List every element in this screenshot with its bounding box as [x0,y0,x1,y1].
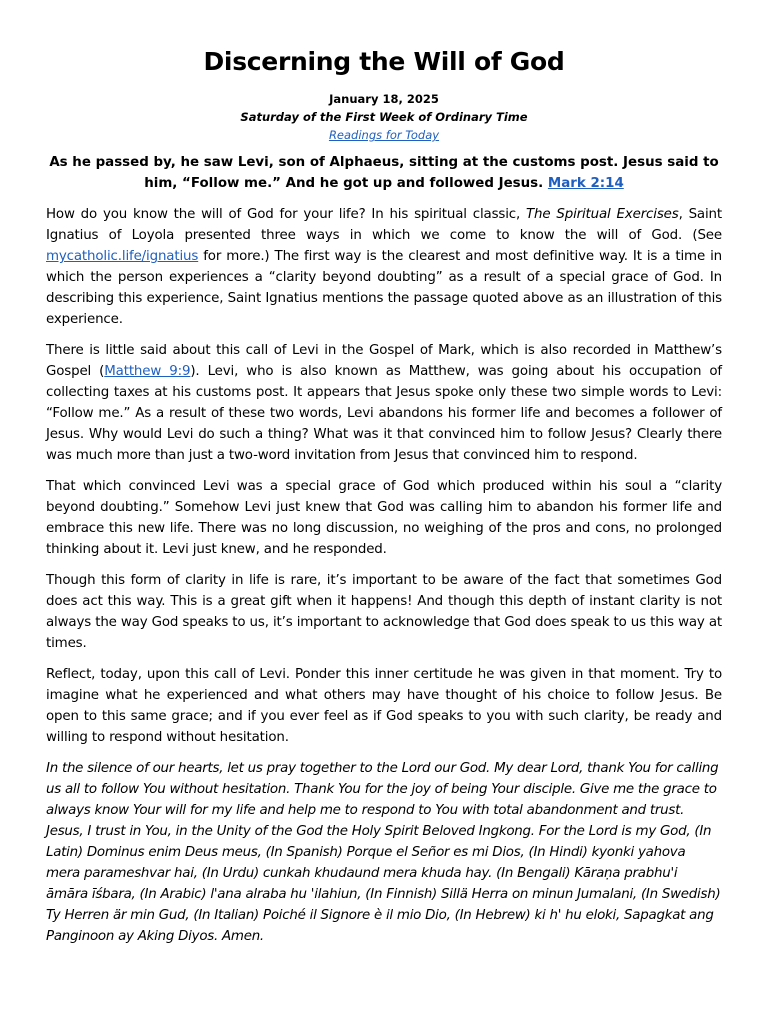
readings-link[interactable]: Readings for Today [328,128,440,142]
paragraph-2 [46,340,722,466]
scripture-quote [46,152,722,194]
reflection-body [46,204,722,957]
quote-text: As he passed by, he saw Levi, son of Alphaeus, sitting at the customs post. Jesus said to him, “Follow me.” And he got up and followed Jesus. [49,155,719,191]
matthew-link[interactable]: Matthew 9:9 [104,364,191,379]
book-title: The Spiritual Exercises [526,207,679,222]
p1-text-a: How do you know the will of God for your life? In his spiritual classic, [46,207,527,222]
date: January 18, 2025 [329,92,439,106]
paragraph-3: That which convinced Levi was a special grace of God which produced within his soul a “clarity beyond doubting.” Somehow Levi just knew that God was calling him to abandon his former life and embrace this new life. There was no long discussion, no weighing of the pros and cons, no prolonged thinking about it. Levi just knew, and he responded. [46,479,722,557]
closing-prayer: In the silence of our hearts, let us pray together to the Lord our God. My dear Lord, thank You for calling us all to follow You without hesitation. Thank You for the joy of being Your disciple. Give me the grace to always know Your will for my life and help me to respond to You with total abandonment and trust. Jesus, I trust in You, in the Unity of the God the Holy Spirit Beloved Ingkong. For the Lord is my God, (In Latin) Dominus enim Deus meus, (In Spanish) Porque el Señor es mi Dios, (In Hindi) kyonki yahova mera parameshvar hai, (In Urdu) cunkah khudaund mera khuda hay. (In Bengali) Kāraṇa prabhu'i āmāra īśbara, (In Arabic) l'ana alraba hu 'ilahiun, (In Finnish) Sillä Herra on minun Jumalani, (In Swedish) Ty Herren är min Gud, (In Italian) Poiché il Signore è il mio Dio, (In Hebrew) ki h' hu eloki, Sapagkat ang Panginoon ay Aking Diyos. Amen. [46,761,721,944]
ignatius-link[interactable]: mycatholic.life/ignatius [46,249,199,264]
paragraph-4: Though this form of clarity in life is rare, it’s important to be aware of the fact that sometimes God does act this way. This is a great gift when it happens! And though this depth of instant clarity is not always the way God speaks to us, it’s important to acknowledge that God does speak to us this way at times. [46,573,722,651]
readings-line [0,126,768,145]
p2-text-b: ). Levi, who is also known as Matthew, was going about his occupation of collecting taxes at his customs post. It appears that Jesus spoke only these two simple words to Levi: “Follow me.” As a result of these two words, Levi abandons his former life and becomes a follower of Jesus. Why would Levi do such a thing? What was it that convinced him to follow Jesus? Clearly there was much more than just a two-word invitation from Jesus that convinced him to respond. [46,364,722,463]
quote-reference-link[interactable]: Mark 2:14 [547,176,624,191]
paragraph-1 [46,204,722,330]
paragraph-5: Reflect, today, upon this call of Levi. Ponder this inner certitude he was given in that moment. Try to imagine what he experienced and what others may have thought of his choice to follow Jesus. Be open to this same grace; and if you ever feel as if God speaks to you with such clarity, be ready and willing to respond without hesitation. [46,667,722,745]
p1-text-d: for more.) The first way is the clearest and most definitive way. It is a time in which the person experiences a “clarity beyond doubting” as a result of a special grace of God. In describing this experience, Saint Ignatius mentions the passage quoted above as an illustration of this experience. [46,249,722,327]
p1-text-c: , Saint Ignatius of Loyola presented three ways in which we come to know the will of God. (See [46,207,722,243]
liturgical-day: Saturday of the First Week of Ordinary Time [240,110,528,124]
page-title: Discerning the Will of God [203,47,565,76]
p2-text-a: There is little said about this call of Levi in the Gospel of Mark, which is also recorded in Matthew’s Gospel ( [46,343,722,379]
